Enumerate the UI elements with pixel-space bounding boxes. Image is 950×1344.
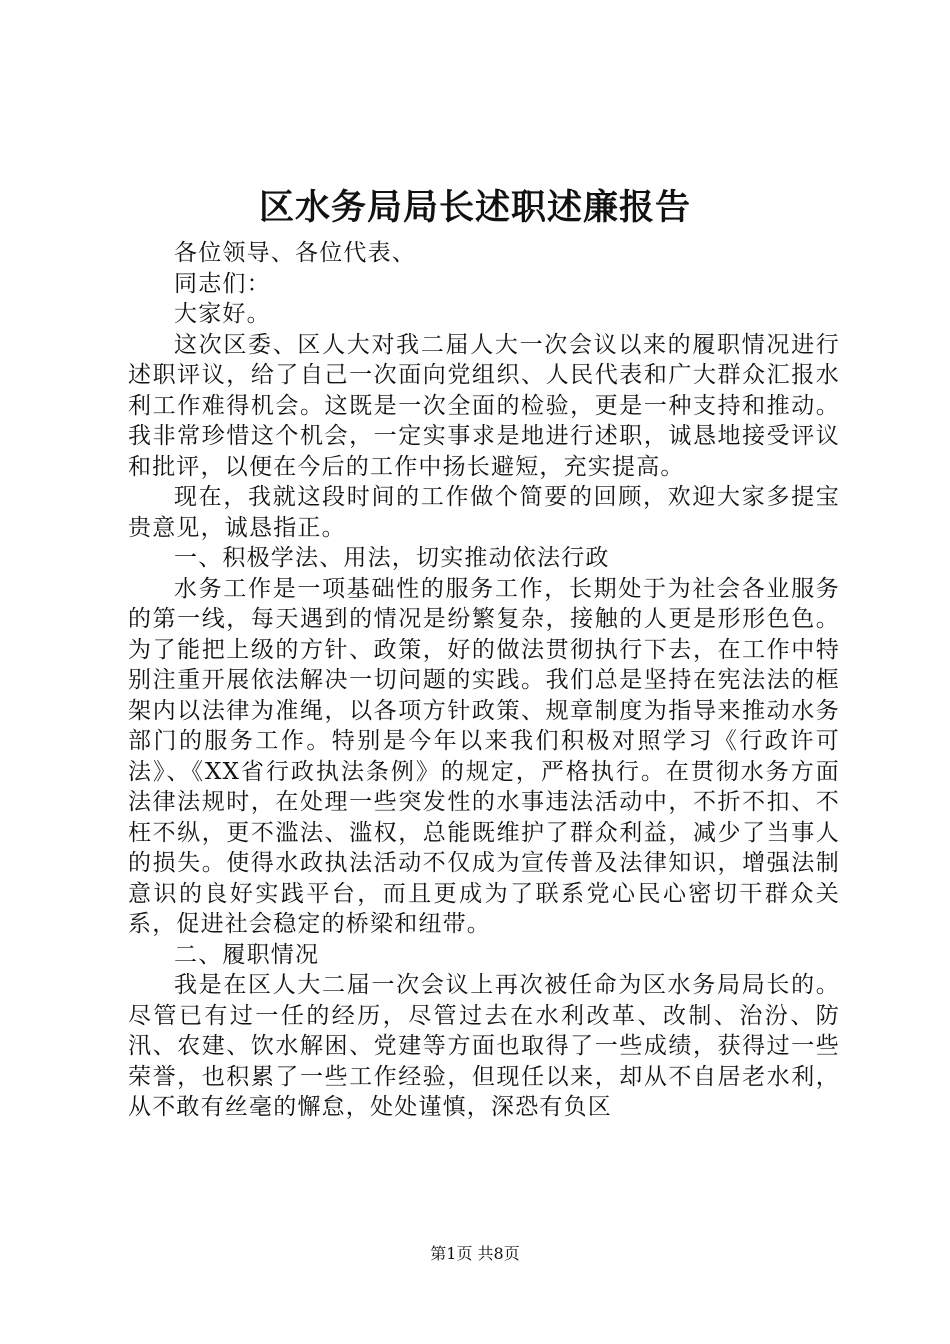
greeting: 大家好。 xyxy=(174,301,271,327)
section-heading-2: 二、履职情况 xyxy=(174,941,320,968)
section-2-paragraph: 我是在区人大二届一次会议上再次被任命为区水务局局长的。尽管已有过一任的经历，尽管过去在水利改革、改制、治汾、防汛、农建、饮水解困、党建等方面也取得了一些成绩，获得过一些荣誉，也积累了一些工作经验，但现任以来，却从不自居老水利，从不敢有丝毫的懈怠，处处谨慎，深恐有负区 xyxy=(128,972,840,1120)
review-paragraph: 现在，我就这段时间的工作做个简要的回顾，欢迎大家多提宝贵意见，诚恳指正。 xyxy=(128,484,840,541)
intro-paragraph: 这次区委、区人大对我二届人大一次会议以来的履职情况进行述职评议，给了自己一次面向党组织、人民代表和广大群众汇报水利工作难得机会。这既是一次全面的检验，更是一种支持和推动。我非常珍惜这个机会，一定实事求是地进行述职，诚恳地接受评议和批评，以便在今后的工作中扬长避短，充实提高。 xyxy=(128,331,840,480)
section-heading-1: 一、积极学法、用法，切实推动依法行政 xyxy=(174,545,610,571)
document-title: 区水务局局长述职述廉报告 xyxy=(258,187,691,228)
document-body xyxy=(128,238,840,1123)
salutation-line-1: 各位领导、各位代表、 xyxy=(174,240,416,266)
section-1-paragraph: 水务工作是一项基础性的服务工作，长期处于为社会各业服务的第一线，每天遇到的情况是纷繁复杂，接触的人更是形形色色。为了能把上级的方针、政策，好的做法贯彻执行下去，在工作中特别注重开展依法解决一切问题的实践。我们总是坚持在宪法法的框架内以法律为准绳，以各项方针政策、规章制度为指导来推动水务部门的服务工作。特别是今年以来我们积极对照学习《行政许可法》、《XX省行政执法条例》的规定，严格执行。在贯彻水务方面法律法规时，在处理一些突发性的水事违法活动中，不折不扣、不枉不纵，更不滥法、滥权，总能既维护了群众利益，减少了当事人的损失。使得水政执法活动不仅成为宣传普及法律知识，增强法制意识的良好实践平台，而且更成为了联系党心民心密切干群众关系，促进社会稳定的桥梁和纽带。 xyxy=(128,575,840,937)
page-number-footer: 第1页 共8页 xyxy=(430,1244,520,1263)
salutation-line-2: 同志们： xyxy=(174,270,271,297)
